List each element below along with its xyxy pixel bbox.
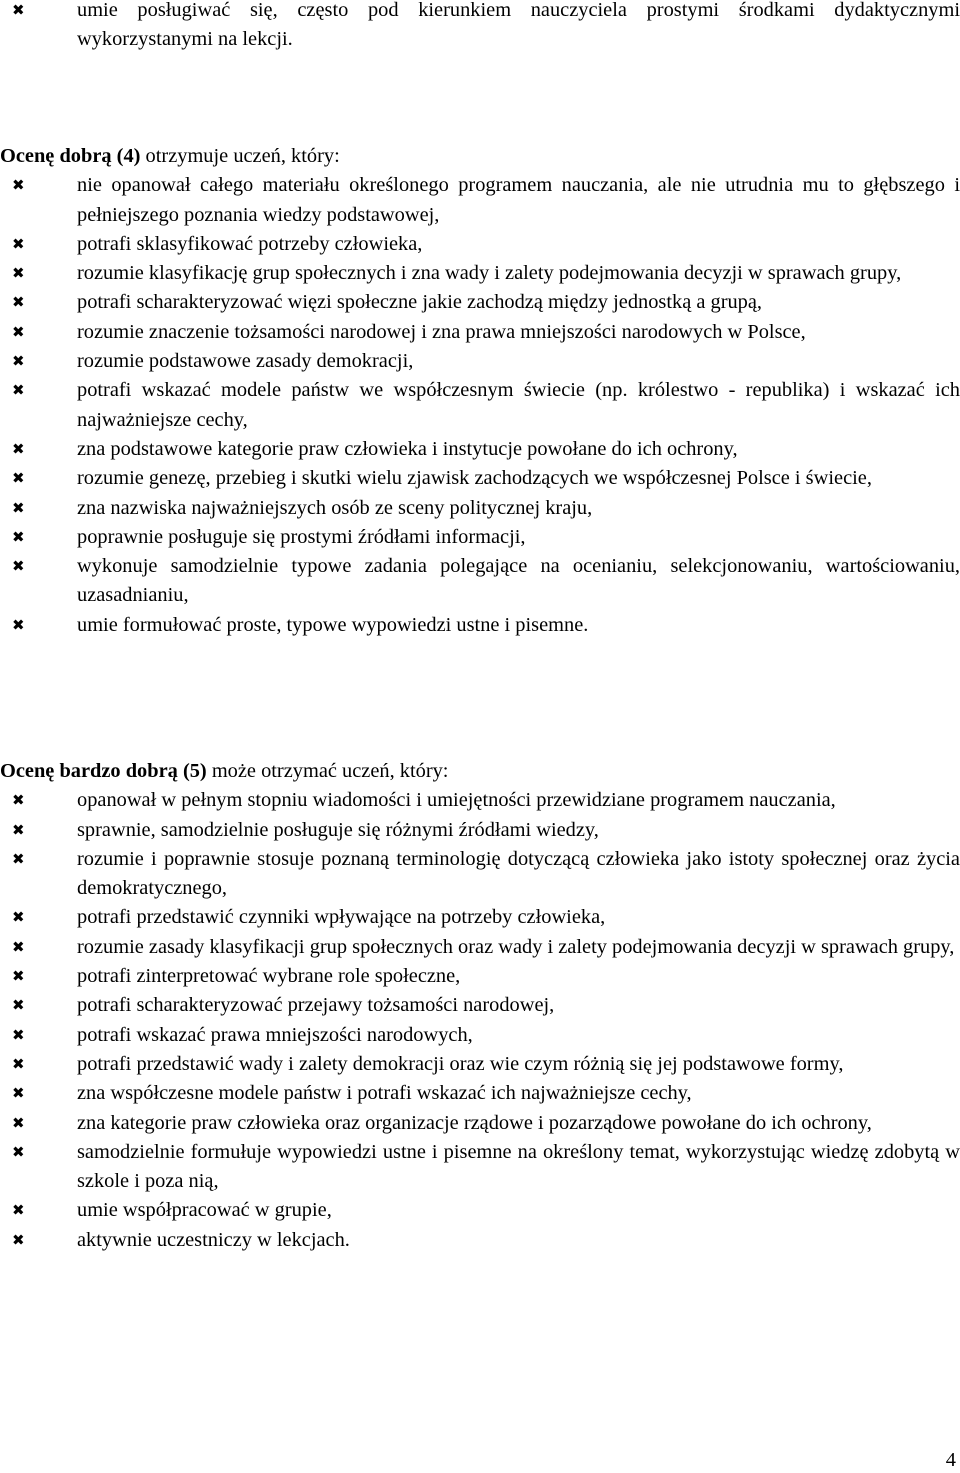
list-item — [0, 816, 960, 845]
grade-very-good-section — [0, 757, 960, 1255]
list-item — [0, 464, 960, 493]
bullet-x-icon: ✖ — [12, 996, 25, 1015]
page-number: 4 — [945, 1449, 956, 1471]
bullet-x-icon: ✖ — [12, 498, 25, 517]
bullet-x-icon: ✖ — [12, 293, 25, 312]
bullet-x-icon: ✖ — [12, 381, 25, 400]
list-item-text: rozumie zasady klasyfikacji grup społecznych oraz wady i zalety podejmowania decyzji w sprawach grupy, — [77, 935, 955, 958]
list-item-text: rozumie klasyfikację grup społecznych i zna wady i zalety podejmowania decyzji w sprawach grupy, — [77, 262, 902, 285]
list-item — [0, 962, 960, 991]
list-item-text: zna współczesne modele państw i potrafi wskazać ich najważniejsze cechy, — [77, 1082, 692, 1105]
bullet-x-icon: ✖ — [12, 849, 25, 868]
top-list — [0, 0, 960, 55]
bullet-x-icon: ✖ — [12, 439, 25, 458]
bullet-x-icon: ✖ — [12, 615, 25, 634]
list-item-text: rozumie podstawowe zasady demokracji, — [77, 350, 414, 373]
grade-good-heading-rest: otrzymuje uczeń, który: — [140, 145, 340, 167]
list-item-text: aktywnie uczestniczy w lekcjach. — [77, 1228, 350, 1251]
list-item-text: poprawnie posługuje się prostymi źródłami informacji, — [77, 525, 526, 548]
grade-very-good-heading — [0, 757, 960, 786]
list-item — [0, 523, 960, 552]
bullet-x-icon: ✖ — [12, 557, 25, 576]
list-item-text: potrafi sklasyfikować potrzeby człowieka, — [77, 232, 423, 255]
grade-good-list — [0, 171, 960, 640]
bullet-x-icon: ✖ — [12, 1084, 25, 1103]
list-item-text: potrafi scharakteryzować więzi społeczne jakie zachodzą między jednostką a grupą, — [77, 291, 763, 314]
list-item-text: zna kategorie praw człowieka oraz organizacje rządowe i pozarządowe powołane do ich ochrony, — [77, 1111, 872, 1134]
bullet-x-icon: ✖ — [12, 234, 25, 253]
bullet-x-icon: ✖ — [12, 352, 25, 371]
list-item-text: potrafi scharakteryzować przejawy tożsamości narodowej, — [77, 994, 555, 1017]
list-item-text: nie opanował całego materiału określonego programem nauczania, ale nie utrudnia mu to głębszego i pełniejszego poznania wiedzy podstawowej, — [77, 174, 960, 226]
list-item — [0, 318, 960, 347]
list-item-text: sprawnie, samodzielnie posługuje się różnymi źródłami wiedzy, — [77, 818, 599, 841]
grade-good-heading-bold: Ocenę dobrą (4) — [0, 145, 141, 167]
list-item — [0, 1196, 960, 1225]
grade-very-good-heading-bold: Ocenę bardzo dobrą (5) — [0, 760, 207, 782]
list-item-text: potrafi przedstawić czynniki wpływające na potrzeby człowieka, — [77, 906, 606, 929]
list-item-text: wykonuje samodzielnie typowe zadania polegające na ocenianiu, selekcjonowaniu, wartościowaniu, uzasadnianiu, — [77, 555, 960, 607]
list-item-text: potrafi przedstawić wady i zalety demokracji oraz wie czym różnią się jej podstawowe formy, — [77, 1052, 844, 1075]
bullet-x-icon: ✖ — [12, 527, 25, 546]
bullet-x-icon: ✖ — [12, 1201, 25, 1220]
bullet-x-icon: ✖ — [12, 176, 25, 195]
list-item-text: rozumie genezę, przebieg i skutki wielu zjawisk zachodzących we współczesnej Polsce i świecie, — [77, 467, 872, 490]
bullet-x-icon: ✖ — [12, 1054, 25, 1073]
list-item-text: zna nazwiska najważniejszych osób ze sceny politycznej kraju, — [77, 496, 593, 519]
list-item — [0, 991, 960, 1020]
list-item — [0, 494, 960, 523]
list-item-text: rozumie znaczenie tożsamości narodowej i zna prawa mniejszości narodowych w Polsce, — [77, 320, 806, 343]
bullet-x-icon: ✖ — [12, 322, 25, 341]
list-item — [0, 1050, 960, 1079]
list-item-text: samodzielnie formułuje wypowiedzi ustne i pisemne na określony temat, wykorzystując wiedzę zdobytą w szkole i poza nią, — [77, 1140, 960, 1193]
list-item-text: zna podstawowe kategorie praw człowieka i instytucje powołane do ich ochrony, — [77, 437, 738, 460]
list-item — [0, 288, 960, 317]
grade-good-section — [0, 142, 960, 640]
list-item — [0, 376, 960, 435]
list-item — [0, 1138, 960, 1197]
list-item-text: umie posługiwać się, często pod kierunkiem nauczyciela prostymi środkami dydaktycznymi wykorzystanymi na lekcji. — [77, 0, 960, 51]
bullet-x-icon: ✖ — [12, 791, 25, 810]
list-item-text: umie współpracować w grupie, — [77, 1199, 332, 1222]
bullet-x-icon: ✖ — [12, 820, 25, 839]
list-item — [0, 552, 960, 611]
bullet-x-icon: ✖ — [12, 1142, 25, 1161]
list-item — [0, 0, 960, 55]
list-item — [0, 259, 960, 288]
bullet-x-icon: ✖ — [12, 908, 25, 927]
list-item-text: opanował w pełnym stopniu wiadomości i umiejętności przewidziane programem nauczania, — [77, 789, 836, 812]
list-item — [0, 347, 960, 376]
bullet-x-icon: ✖ — [12, 264, 25, 283]
bullet-x-icon: ✖ — [12, 1113, 25, 1132]
list-item — [0, 1109, 960, 1138]
list-item — [0, 933, 960, 962]
list-item — [0, 435, 960, 464]
list-item — [0, 845, 960, 904]
grade-good-heading — [0, 142, 960, 171]
grade-very-good-list — [0, 786, 960, 1255]
list-item-text: rozumie i poprawnie stosuje poznaną terminologię dotyczącą człowieka jako istoty społecznej oraz życia demokratycznego, — [77, 847, 960, 900]
list-item — [0, 1079, 960, 1108]
list-item — [0, 611, 960, 640]
list-item — [0, 903, 960, 932]
list-item — [0, 786, 960, 815]
list-item — [0, 1021, 960, 1050]
list-item — [0, 171, 960, 230]
bullet-x-icon: ✖ — [12, 469, 25, 488]
bullet-x-icon: ✖ — [12, 937, 25, 956]
list-item-text: potrafi wskazać prawa mniejszości narodowych, — [77, 1023, 473, 1046]
bullet-x-icon: ✖ — [12, 967, 25, 986]
list-item — [0, 1226, 960, 1255]
bullet-x-icon: ✖ — [12, 1, 25, 19]
bullet-x-icon: ✖ — [12, 1025, 25, 1044]
top-section — [0, 0, 960, 55]
list-item-text: potrafi wskazać modele państw we współczesnym świecie (np. królestwo - republika) i wskazać ich najważniejsze cechy, — [77, 379, 960, 431]
list-item-text: umie formułować proste, typowe wypowiedzi ustne i pisemne. — [77, 613, 589, 636]
list-item — [0, 230, 960, 259]
list-item-text: potrafi zinterpretować wybrane role społeczne, — [77, 965, 461, 988]
bullet-x-icon: ✖ — [12, 1230, 25, 1249]
grade-very-good-heading-rest: może otrzymać uczeń, który: — [206, 760, 449, 782]
